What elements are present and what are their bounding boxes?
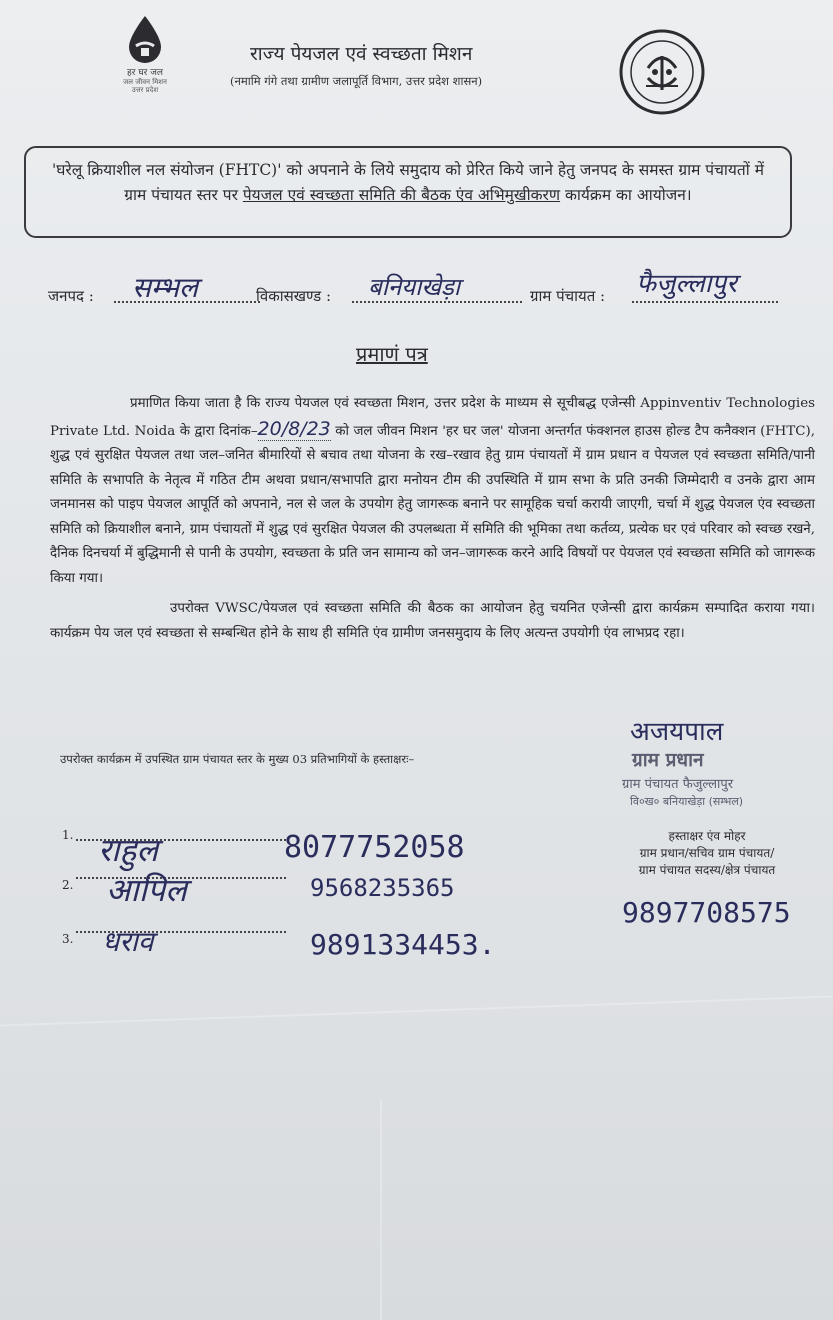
block-value: बनियाखेड़ा [368,273,461,301]
pradhan-name-signature: अजयपाल [630,717,724,747]
notice-text-part2: कार्यक्रम का आयोजन। [560,186,692,204]
stamp-block: वि०ख० बनियाखेड़ा (सम्भल) [630,795,744,808]
certificate-paragraph-1 [50,392,815,591]
panchayat-dotted-line [632,300,778,303]
stamp-designation: ग्राम प्रधान [632,749,704,771]
para1-part-a: प्रमाणित किया जाता है कि राज्य पेयजल एवं स्वच्छता मिशन, उत्तर प्रदेश के माध्यम से सूचीबद्ध एजेन्सी Appinventiv Technologies Private Ltd. Noida के द्वारा दिनांक– [50,396,815,439]
participant-index: 3. [62,932,74,946]
program-notice-box [24,146,792,238]
para1-part-b: को जल जीवन मिशन 'हर घर जल' योजना अन्तर्गत फंक्शनल हाउस होल्ड टैप कनैक्शन (FHTC), शुद्ध एवं सुरक्षित पेयजल तथा जल–जनित बीमारियों से बचाव तथा योजना के रख–रखाव हेतु ग्राम पंचायतों में ग्राम प्रधान व पेयजल एवं स्वच्छता समिति/पानी समिति के सभापति के नेतृत्व में गठित टीम अथवा प्रधान/सभापति द्वारा मनोयन टीम की उपस्थिति में ग्राम सभा के प्रति उनकी जिम्मेदारी व उनके द्वारा आम जनमानस को पाइप पेयजल आपूर्ति को अपनाने, नल से जल के उपयोग हेतु जागरूक बनाने पर सामूहिक चर्चा करायी जाएगी, चर्चा में शुद्ध पेयजल एंव स्वच्छता समिति को क्रियाशील बनाने, ग्राम पंचायतों में शुद्ध एवं सुरक्षित पेयजल की उपलब्धता में समिति की भूमिका तथा कर्तव्य, प्रत्येक घर एवं परिवार को स्वच्छ रखने, दैनिक दिनचर्या में बुद्धिमानी से पानी के उपयोग, स्वच्छता के प्रति जन सामान्य को जन–जागरूक करने आदि विषयों पर पेयजल एवं स्वच्छता समिति को जागरूक किया गया। [50,423,815,586]
water-drop-icon [123,14,167,64]
notice-underlined: पेयजल एवं स्वच्छता समिति की बैठक एंव अभिमुखीकरण [242,186,561,204]
participants-heading: उपरोक्त कार्यक्रम में उपस्थित ग्राम पंचायत स्तर के मुख्य 03 प्रतिभागियों के हस्ताक्षरः– [60,752,415,766]
participant-list [62,822,562,972]
district-value: सम्भल [132,271,198,304]
participant-signature: धराव [102,925,154,958]
participant-index: 2. [62,878,74,892]
participant-row [62,872,562,920]
participant-row [62,922,562,970]
caption-line1: हस्ताक्षर एंव मोहर [668,829,746,843]
paper-crease [380,1100,382,1320]
certificate-paragraph-2: उपरोक्त VWSC/पेयजल एवं स्वच्छता समिति की बैठक का आयोजन हेतु चयनित एजेन्सी द्वारा कार्यक्रम सम्पादित कराया गया। कार्यक्रम पेय जल एवं स्वच्छता से सम्बन्धित होने के साथ ही समिति एंव ग्रामीण जनसमुदाय के लिए अत्यन्त उपयोगी एंव लाभप्रद रहा। [50,601,815,641]
pradhan-stamp [622,712,822,822]
panchayat-value: फैजुल्लापुर [636,269,737,299]
participant-signature: आपिल [106,871,187,909]
signature-caption [612,828,802,879]
header-subtitle: (नमामि गंगे तथा ग्रामीण जलापूर्ति विभाग, उत्तर प्रदेश शासन) [230,74,483,88]
participant-phone: 9891334453. [310,928,496,961]
notice-text-part1: 'घरेलू क्रियाशील नल संयोजन (FHTC)' को अपनाने के लिये समुदाय को प्रेरित किये जाने हेतु जनपद के समस्त ग्राम पंचायतों में ग्राम पंचायत स्तर पर [52,161,764,204]
stamp-panchayat: ग्राम पंचायत फैजुल्लापुर [622,777,734,792]
up-govt-seal-icon [618,28,706,116]
participant-phone: 8077752058 [284,830,465,865]
logo-line3: उत्तर प्रदेश [131,86,159,94]
paper-crease [0,995,833,1026]
header-title: राज्य पेयजल एवं स्वच्छता मिशन [250,43,473,65]
participant-index: 1. [62,828,74,842]
caption-line2: ग्राम प्रधान/सचिव ग्राम पंचायत/ [639,846,775,860]
block-label: विकासखण्ड : [256,287,332,305]
caption-line3: ग्राम पंचायत सदस्य/क्षेत्र पंचायत [638,863,776,877]
logo-line2: जल जीवन मिशन [123,78,167,86]
district-label: जनपद : [48,287,94,305]
participant-row [62,822,562,870]
participant-signature: राहुल [98,831,159,869]
certificate-title: प्रमाणं पत्र [356,342,428,366]
har-ghar-jal-logo [100,14,190,104]
pradhan-phone: 9897708575 [622,896,791,929]
location-fields [48,269,808,316]
program-date: 20/8/23 [257,417,331,440]
participant-phone: 9568235365 [310,874,455,902]
logo-line1: हर घर जल [127,68,163,78]
panchayat-label: ग्राम पंचायत : [530,287,606,305]
